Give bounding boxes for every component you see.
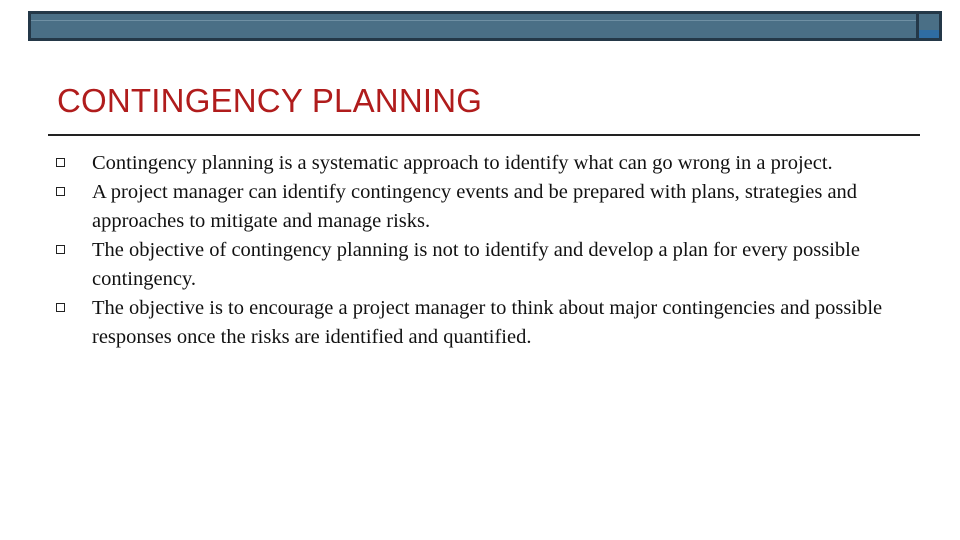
hollow-square-bullet-icon bbox=[56, 245, 65, 254]
bullet-text: Contingency planning is a systematic approach to identify what can go wrong in a project. bbox=[92, 152, 833, 174]
header-bar bbox=[28, 11, 916, 41]
header-corner-accent bbox=[919, 30, 939, 38]
bullet-list bbox=[56, 149, 926, 352]
bullet-item bbox=[56, 236, 926, 294]
bullet-text: A project manager can identify contingency events and be prepared with plans, strategies and approaches to mitigate and manage risks. bbox=[92, 181, 858, 232]
header-corner-block bbox=[916, 11, 942, 41]
slide-title: CONTINGENCY PLANNING bbox=[57, 82, 483, 119]
hollow-square-bullet-icon bbox=[56, 187, 65, 196]
bullet-text: The objective is to encourage a project manager to think about major contingencies and possible responses once the risks are identified and quantified. bbox=[92, 297, 883, 348]
bullet-item bbox=[56, 294, 926, 352]
title-divider bbox=[48, 134, 920, 136]
header-band bbox=[28, 11, 942, 41]
bullet-text: The objective of contingency planning is not to identify and develop a plan for every possible contingency. bbox=[92, 239, 860, 290]
hollow-square-bullet-icon bbox=[56, 303, 65, 312]
hollow-square-bullet-icon bbox=[56, 158, 65, 167]
bullet-item bbox=[56, 178, 926, 236]
header-bar-highlight bbox=[31, 20, 916, 21]
bullet-item bbox=[56, 149, 926, 178]
